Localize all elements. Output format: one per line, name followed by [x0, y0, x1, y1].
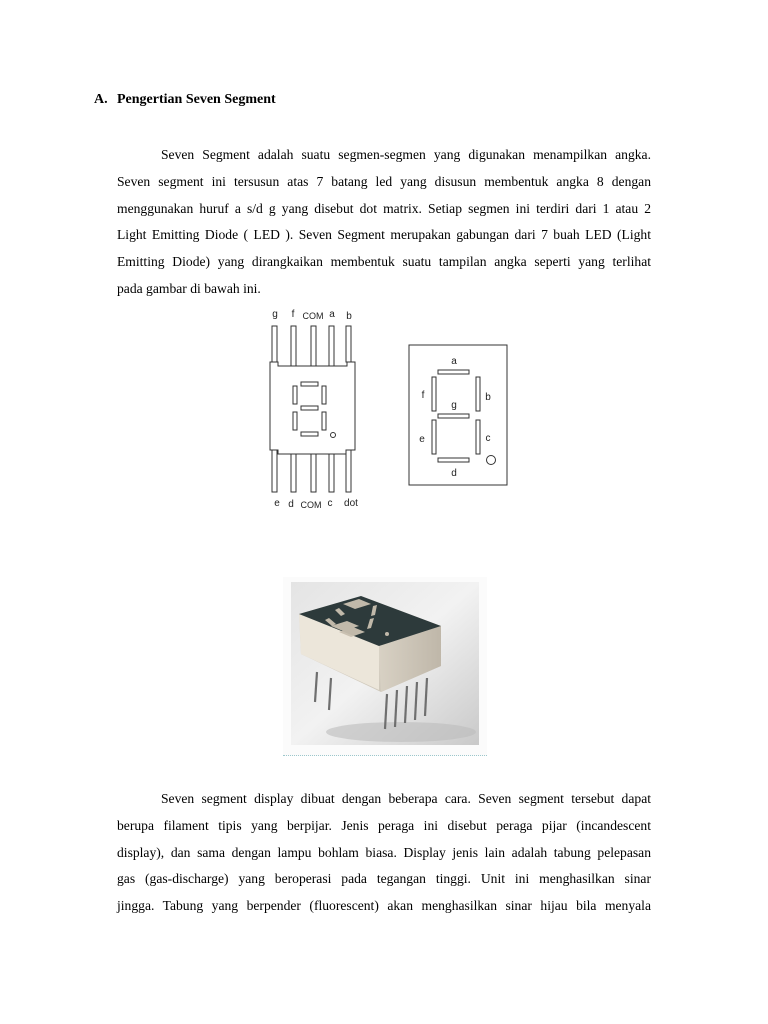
bottom-pins	[272, 450, 351, 492]
paragraph-line: jingga. Tabung yang berpender (fluorescent) akan menghasilkan sinar hijau bila menyala	[117, 898, 651, 914]
paragraph-line: Emitting Diode) yang dirangkaikan membentuk suatu tampilan angka seperti yang terlihat	[117, 254, 651, 270]
segment-label-e: e	[419, 434, 425, 445]
paragraph-line: pada gambar di bawah ini.	[117, 280, 261, 296]
paragraph-line: display), dan sama dengan lampu bohlam biasa. Display jenis lain adalah tabung pelepasan	[117, 844, 651, 860]
paragraph-line: berupa filament tipis yang berpijar. Jenis peraga ini disebut peraga pijar (incandescent	[117, 817, 651, 833]
seven-segment-photo	[291, 582, 479, 745]
pin-label-top: a	[329, 309, 335, 320]
segment-e	[432, 420, 436, 454]
paragraph-line: Seven segment display dibuat dengan beberapa cara. Seven segment tersebut dapat	[161, 791, 651, 806]
segment-b	[476, 377, 480, 411]
paragraph-line: Light Emitting Diode ( LED ). Seven Segment merupakan gabungan dari 7 buah LED (Light	[117, 227, 651, 243]
pin-label-top: g	[272, 309, 278, 320]
pin-label-bottom: c	[327, 498, 333, 509]
segment-a	[438, 370, 469, 374]
segment-diagram	[408, 344, 508, 486]
pin-label-bottom: dot	[344, 498, 358, 509]
segment-label-f: f	[421, 390, 425, 401]
pin-label-bottom: COM	[300, 500, 322, 510]
segment-label-g: g	[451, 400, 457, 411]
segment-label-b: b	[485, 392, 491, 403]
pin-label-bottom: e	[274, 498, 280, 509]
segment-g	[438, 414, 469, 418]
segment-f	[432, 377, 436, 411]
paragraph-line: Seven segment ini tersusun atas 7 batang led yang disusun membentuk angka 8 dengan	[117, 173, 651, 189]
pin-label-top: COM	[302, 311, 324, 321]
decimal-point	[487, 456, 496, 465]
pin-label-bottom: d	[288, 499, 294, 510]
pin-diagram	[258, 302, 368, 514]
section-heading	[94, 92, 276, 108]
segment-c	[476, 420, 480, 454]
segment-label-d: d	[451, 468, 457, 479]
segment-label-c: c	[485, 433, 491, 444]
intro-paragraph	[117, 142, 651, 303]
photo-frame	[283, 577, 487, 756]
display-types-paragraph	[117, 786, 651, 920]
segment-d	[438, 458, 469, 462]
paragraph-line: Seven Segment adalah suatu segmen-segmen yang digunakan menampilkan angka.	[161, 147, 651, 162]
paragraph-line: menggunakan huruf a s/d g yang disebut dot matrix. Setiap segmen ini terdiri dari 1 atau 2	[117, 200, 651, 216]
section-title: Pengertian Seven Segment	[117, 92, 276, 107]
pin-label-top: b	[346, 311, 352, 322]
paragraph-line: gas (gas-discharge) yang beroperasi pada tegangan tinggi. Unit ini menghasilkan sinar	[117, 871, 651, 887]
section-number: A.	[94, 92, 108, 107]
segment-label-a: a	[451, 356, 457, 367]
pin-label-top: f	[291, 309, 295, 320]
top-pins	[272, 326, 351, 366]
